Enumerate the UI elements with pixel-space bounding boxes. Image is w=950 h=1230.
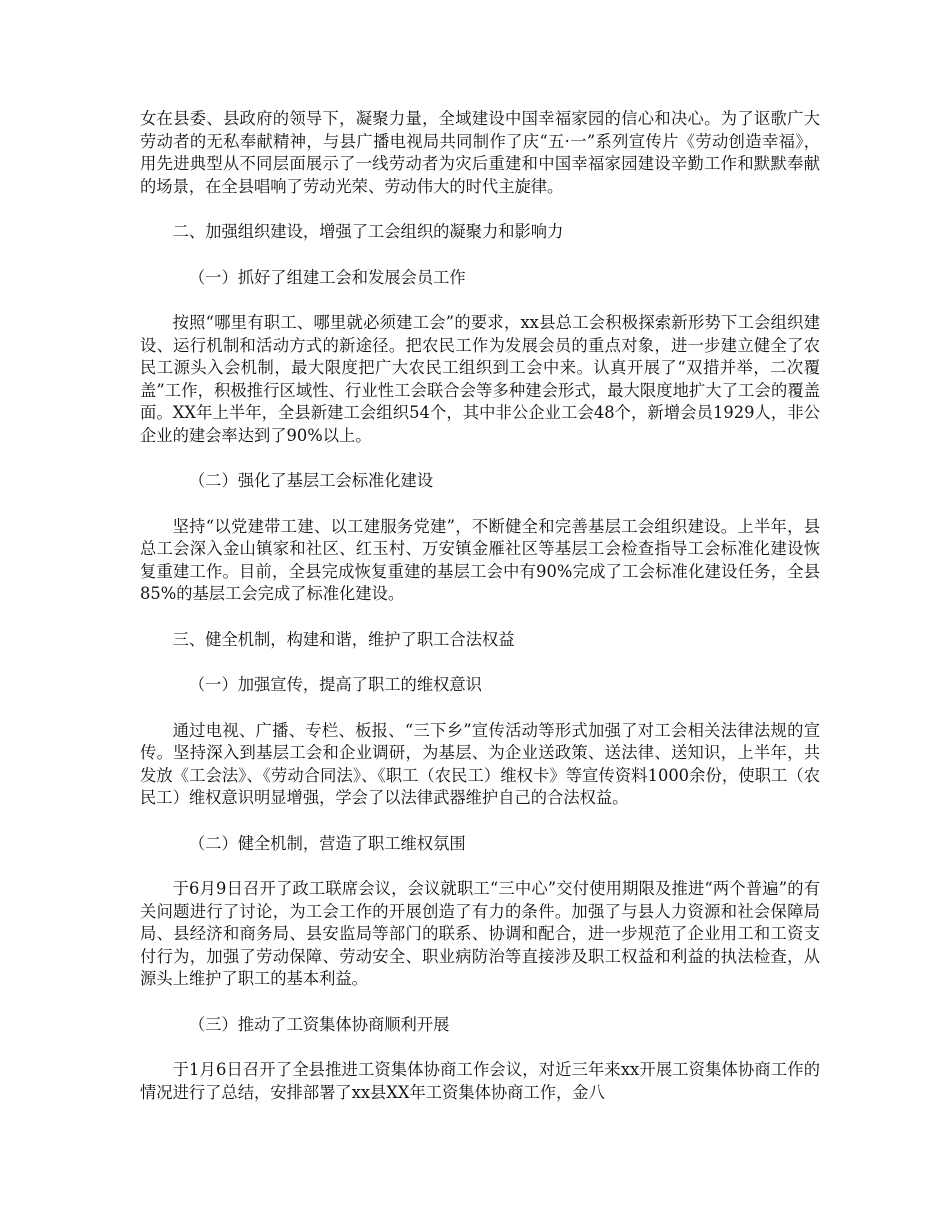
subsection-heading-3-2: （二）健全机制，营造了职工维权氛围 [188, 833, 466, 853]
paragraph-standardization: 坚持“以党建带工建、以工建服务党建”，不断健全和完善基层工会组织建设。上半年，县总工会深入金山镇家和社区、红玉村、万安镇金雁社区等基层工会检查指导工会标准化建设恢复重建工作。目前，全县完成恢复重建的基层工会中有90%完成了工会标准化建设任务，全县85%的基层工会完成了标准化建设。 [140, 516, 820, 603]
subsection-heading-2-2: （二）强化了基层工会标准化建设 [188, 471, 434, 490]
paragraph-union-building: 按照“哪里有职工、哪里就必须建工会”的要求，xx县总工会积极探索新形势下工会组织建设、运行机制和活动方式的新途径。把农民工作为发展会员的重点对象，进一步建立健全了农民工源头入会机制，最大限度把广大农民工组织到工会中来。认真开展了“双措并举，二次覆盖”工作，积极推行区域性、行业性工会联合会等多种建会形式，最大限度地扩大了工会的覆盖面。XX年上半年，全县新建工会组织54个，其中非公企业工会48个，新增会员1929人，非公企业的建会率达到了90%以上。 [140, 313, 820, 445]
subsection-heading-3-1: （一）加强宣传，提高了职工的维权意识 [188, 675, 482, 694]
paragraph-mechanism: 于6月9日召开了政工联席会议，会议就职工“三中心”交付使用期限及推进“两个普遍”的有关问题进行了讨论，为工会工作的开展创造了有力的条件。加强了与县人力资源和社会保障局局、县经济和商务局、县安监局等部门的联系、协调和配合，进一步规范了企业用工和工资支付行为，加强了劳动保障、劳动安全、职业病防治等直接涉及职工权益和利益的执法检查，从源头上维护了职工的基本利益。 [140, 879, 820, 988]
paragraph-publicity: 通过电视、广播、专栏、板报、“三下乡”宣传活动等形式加强了对工会相关法律法规的宣传。坚持深入到基层工会和企业调研，为基层、为企业送政策、送法律、送知识，上半年，共发放《工会法》、《劳动合同法》、《职工（农民工）维权卡》等宣传资料1000余份，使职工（农民工）维权意识明显增强，学会了以法律武器维护自己的合法权益。 [140, 720, 820, 807]
subsection-heading-3-3: （三）推动了工资集体协商顺利开展 [188, 1014, 450, 1034]
document-page [140, 108, 820, 1104]
section-heading-2: 二、加强组织建设，增强了工会组织的凝聚力和影响力 [172, 222, 564, 241]
subsection-heading-2-1: （一）抓好了组建工会和发展会员工作 [188, 267, 466, 287]
paragraph-intro: 女在县委、县政府的领导下，凝聚力量，全域建设中国幸福家园的信心和决心。为了讴歌广大劳动者的无私奉献精神，与县广播电视局共同制作了庆“五·一”系列宣传片《劳动创造幸福》，用先进典型从不同层面展示了一线劳动者为灾后重建和中国幸福家园建设辛勤工作和默默奉献的场景，在全县唱响了劳动光荣、劳动伟大的时代主旋律。 [140, 109, 820, 196]
section-heading-3: 三、健全机制，构建和谐，维护了职工合法权益 [172, 629, 515, 649]
paragraph-wage-negotiation: 于1月6日召开了全县推进工资集体协商工作会议，对近三年来xx开展工资集体协商工作的情况进行了总结，安排部署了xx县XX年工资集体协商工作，金八 [140, 1060, 820, 1102]
